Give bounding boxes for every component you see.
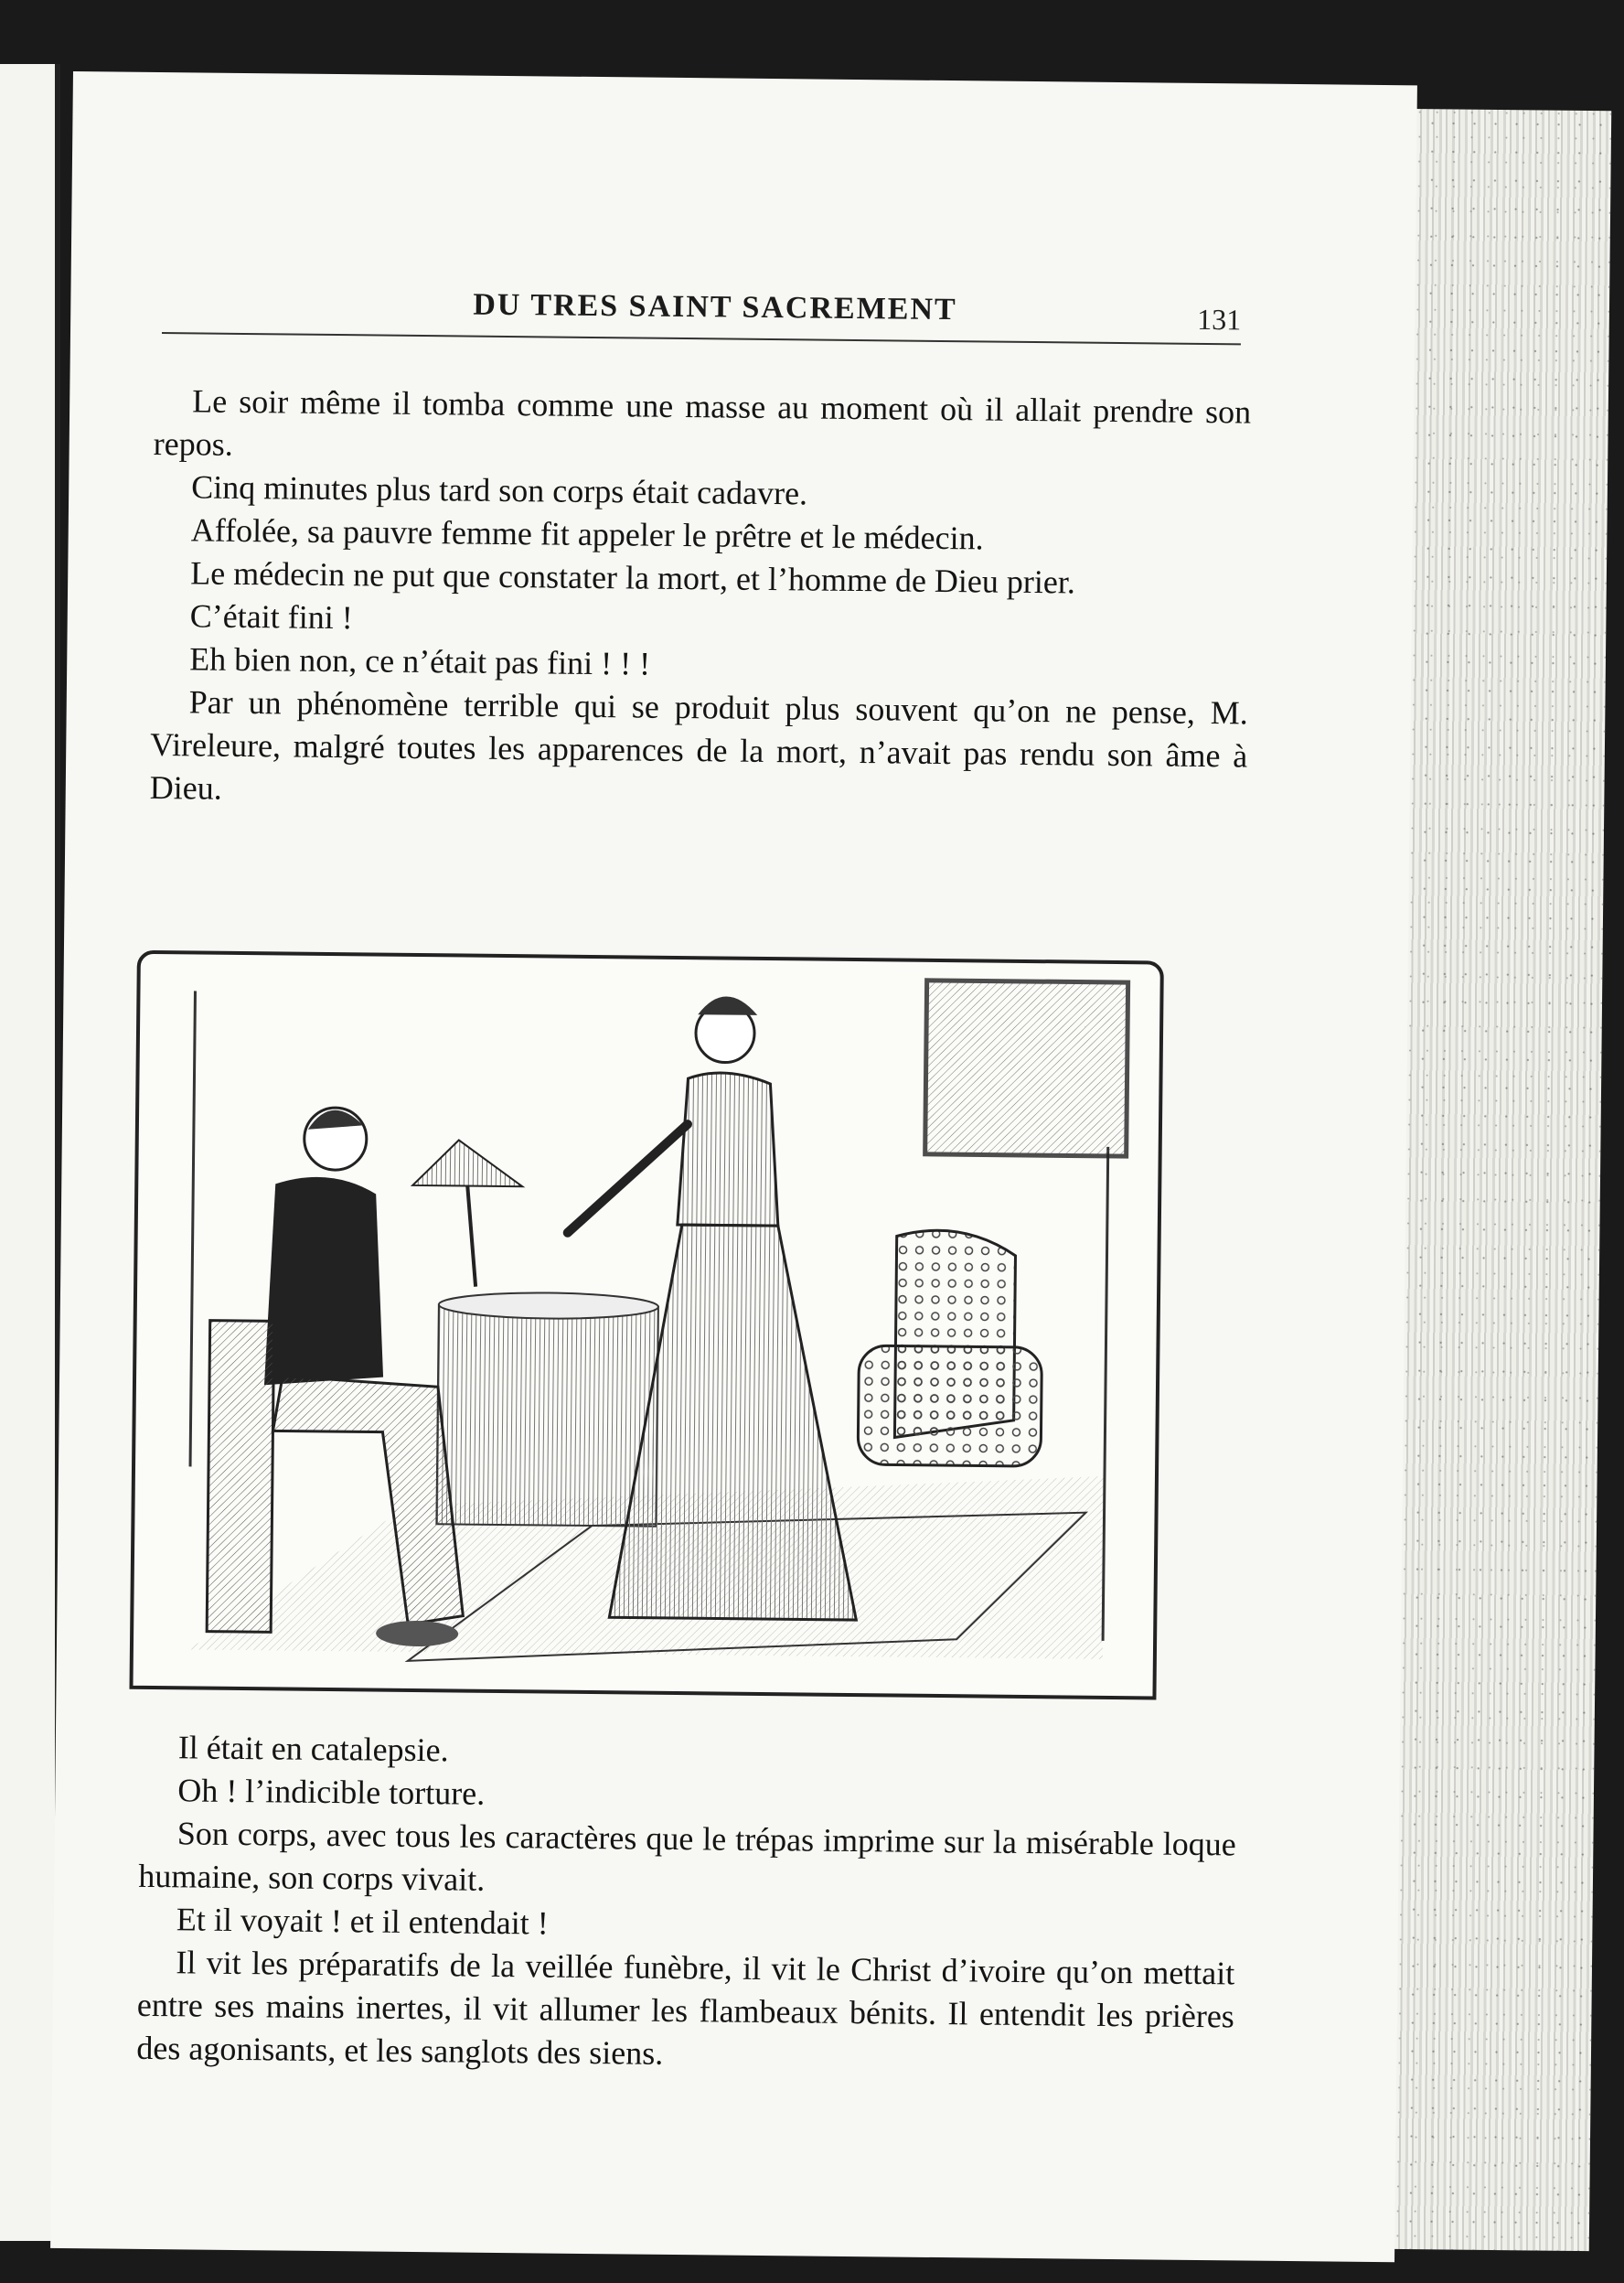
book-page [50,71,1417,2262]
engraving-illustration [129,950,1163,1700]
interior-scene-drawing [134,954,1160,1697]
paragraph: Oh ! l’indicible torture. [177,1772,486,1812]
paragraph: Eh bien non, ce n’était pas fini ! ! ! [189,640,651,682]
paragraph: Cinq minutes plus tard son corps était cadavre. [191,468,808,512]
paragraph: Il vit les préparatifs de la veillée funèbre, il vit le Christ d’ivoire qu’on mettait entre ses mains inertes, il vit allumer les flambeaux bénits. Il entendit les prières des agonisants, et les sanglots des siens. [136,1944,1235,2072]
page-number: 131 [1197,302,1242,337]
left-page-edge [0,64,60,2241]
paragraph: Par un phénomène terrible qui se produit plus souvent qu’on ne pense, M. Vireleure, malgré toutes les apparences de la mort, n’avait pas rendu son âme à Dieu. [149,683,1248,807]
paragraph: C’était fini ! [189,597,353,637]
running-head [162,284,1242,345]
paragraph: Son corps, avec tous les caractères que le trépas imprime sur la misérable loque humaine, son corps vivait. [138,1815,1236,1898]
text-block-top [150,380,1252,821]
text-block-bottom [136,1726,1237,2082]
paragraph: Et il voyait ! et il entendait ! [176,1901,549,1942]
paragraph: Le soir même il tomba comme une masse au moment où il allait prendre son repos. [153,382,1252,463]
paragraph: Le médecin ne put que constater la mort, et l’homme de Dieu prier. [190,554,1076,601]
paragraph: Il était en catalepsie. [177,1729,449,1769]
running-head-title: DU TRES SAINT SACREMENT [473,287,957,327]
paragraph: Affolée, sa pauvre femme fit appeler le prêtre et le médecin. [190,511,984,557]
